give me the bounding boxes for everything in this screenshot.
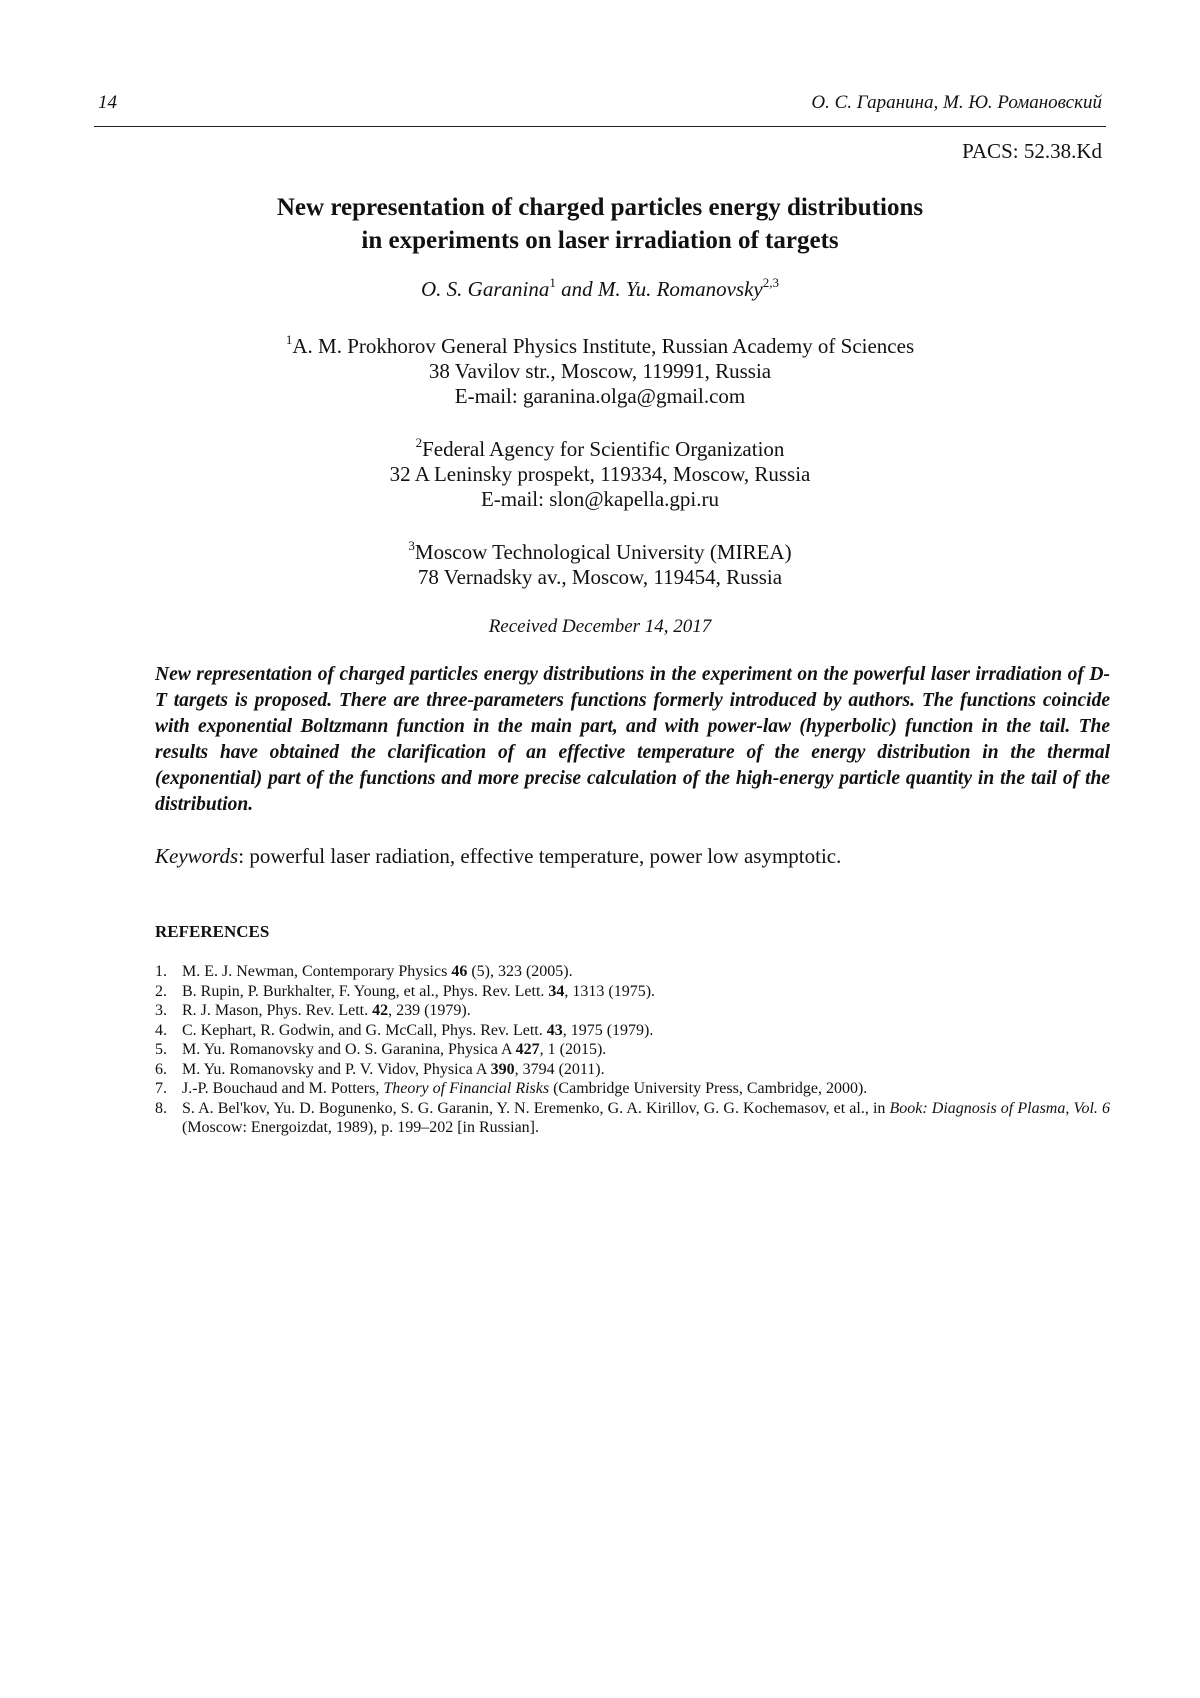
affiliation-2-address: 32 A Leninsky prospekt, 119334, Moscow, Russia xyxy=(0,462,1200,487)
reference-book-title: Theory of Financial Risks xyxy=(383,1080,549,1097)
reference-item xyxy=(155,1079,1110,1099)
keywords-text: : powerful laser radiation, effective temperature, power low asymptotic. xyxy=(238,844,841,868)
received-date: Received December 14, 2017 xyxy=(0,616,1200,638)
reference-number: 8. xyxy=(155,1099,182,1138)
author-1-name: O. S. Garanina xyxy=(421,277,549,301)
affiliation-2 xyxy=(0,437,1200,512)
affiliation-1 xyxy=(0,334,1200,409)
reference-text xyxy=(182,1099,1110,1138)
author-2-affiliation-mark: 2,3 xyxy=(763,275,779,290)
reference-text xyxy=(182,962,1110,982)
reference-item xyxy=(155,1001,1110,1021)
reference-item xyxy=(155,982,1110,1002)
affiliation-3-name: Moscow Technological University (MIREA) xyxy=(415,540,792,564)
reference-item xyxy=(155,962,1110,982)
reference-part: (5), 323 (2005). xyxy=(467,963,572,980)
reference-number: 6. xyxy=(155,1060,182,1080)
reference-volume: 427 xyxy=(516,1041,540,1058)
reference-part: R. J. Mason, Phys. Rev. Lett. xyxy=(182,1002,372,1019)
reference-part: , 239 (1979). xyxy=(388,1002,471,1019)
reference-text xyxy=(182,1060,1110,1080)
reference-item xyxy=(155,1021,1110,1041)
reference-text xyxy=(182,1021,1110,1041)
reference-part: (Moscow: Energoizdat, 1989), p. 199–202 [in Russian]. xyxy=(182,1119,539,1136)
affiliation-1-mark: 1 xyxy=(286,332,293,347)
reference-item xyxy=(155,1040,1110,1060)
reference-part: S. A. Bel'kov, Yu. D. Bogunenko, S. G. Garanin, Y. N. Eremenko, G. A. Kirillov, G. G. Kochemasov, et al., in xyxy=(182,1100,890,1117)
author-1-affiliation-mark: 1 xyxy=(549,275,556,290)
reference-item xyxy=(155,1060,1110,1080)
reference-part: C. Kephart, R. Godwin, and G. McCall, Phys. Rev. Lett. xyxy=(182,1022,547,1039)
title-line-2: in experiments on laser irradiation of targets xyxy=(0,224,1200,257)
reference-number: 7. xyxy=(155,1079,182,1099)
reference-part: M. Yu. Romanovsky and P. V. Vidov, Physica A xyxy=(182,1061,491,1078)
pacs-code: PACS: 52.38.Kd xyxy=(962,139,1102,164)
affiliation-1-email: E-mail: garanina.olga@gmail.com xyxy=(0,384,1200,409)
reference-number: 2. xyxy=(155,982,182,1002)
reference-volume: 390 xyxy=(491,1061,515,1078)
reference-part: B. Rupin, P. Burkhalter, F. Young, et al., Phys. Rev. Lett. xyxy=(182,983,548,1000)
reference-text xyxy=(182,1040,1110,1060)
reference-part: , 1 (2015). xyxy=(540,1041,607,1058)
author-list xyxy=(0,277,1200,302)
affiliation-3-mark: 3 xyxy=(408,538,415,553)
reference-text xyxy=(182,1079,1110,1099)
page-number: 14 xyxy=(98,92,117,114)
reference-part: , 1313 (1975). xyxy=(564,983,655,1000)
affiliation-2-email: E-mail: slon@kapella.gpi.ru xyxy=(0,487,1200,512)
title-line-1: New representation of charged particles energy distributions xyxy=(0,191,1200,224)
reference-part: J.-P. Bouchaud and M. Potters, xyxy=(182,1080,383,1097)
reference-text xyxy=(182,982,1110,1002)
affiliation-2-mark: 2 xyxy=(416,435,423,450)
header-rule xyxy=(94,126,1106,127)
author-2-name: M. Yu. Romanovsky xyxy=(598,277,763,301)
affiliation-1-address: 38 Vavilov str., Moscow, 119991, Russia xyxy=(0,359,1200,384)
reference-number: 5. xyxy=(155,1040,182,1060)
reference-volume: 43 xyxy=(547,1022,563,1039)
reference-part: M. E. J. Newman, Contemporary Physics xyxy=(182,963,451,980)
affiliation-3 xyxy=(0,540,1200,590)
reference-volume: 34 xyxy=(548,983,564,1000)
abstract: New representation of charged particles energy distributions in the experiment on the powerful laser irradiation of D-T targets is proposed. There are three-parameters functions formerly introduced by authors. The functions coincide with exponential Boltzmann function in the main part, and with power-law (hyperbolic) function in the tail. The results have obtained the clarification of an effective temperature of the energy distribution in the thermal (exponential) part of the functions and more precise calculation of the high-energy particle quantity in the tail of the distribution. xyxy=(155,662,1110,818)
affiliation-3-address: 78 Vernadsky av., Moscow, 119454, Russia xyxy=(0,565,1200,590)
reference-part: (Cambridge University Press, Cambridge, 2000). xyxy=(549,1080,867,1097)
affiliation-2-name: Federal Agency for Scientific Organization xyxy=(422,437,784,461)
references-heading: REFERENCES xyxy=(155,922,269,942)
reference-number: 1. xyxy=(155,962,182,982)
running-head: О. С. Гаранина, М. Ю. Романовский xyxy=(811,92,1102,114)
reference-item xyxy=(155,1099,1110,1138)
reference-volume: 46 xyxy=(451,963,467,980)
reference-book-title: Book: Diagnosis of Plasma, Vol. 6 xyxy=(890,1100,1111,1117)
author-conjunction: and xyxy=(556,277,598,301)
keywords xyxy=(155,844,1110,869)
reference-number: 4. xyxy=(155,1021,182,1041)
reference-part: , 3794 (2011). xyxy=(515,1061,605,1078)
keywords-label: Keywords xyxy=(155,844,238,868)
reference-number: 3. xyxy=(155,1001,182,1021)
references-list xyxy=(155,962,1110,1138)
reference-volume: 42 xyxy=(372,1002,388,1019)
reference-part: M. Yu. Romanovsky and O. S. Garanina, Physica A xyxy=(182,1041,516,1058)
reference-text xyxy=(182,1001,1110,1021)
affiliation-1-name: A. M. Prokhorov General Physics Institute, Russian Academy of Sciences xyxy=(292,334,914,358)
paper-title xyxy=(0,191,1200,257)
reference-part: , 1975 (1979). xyxy=(563,1022,654,1039)
